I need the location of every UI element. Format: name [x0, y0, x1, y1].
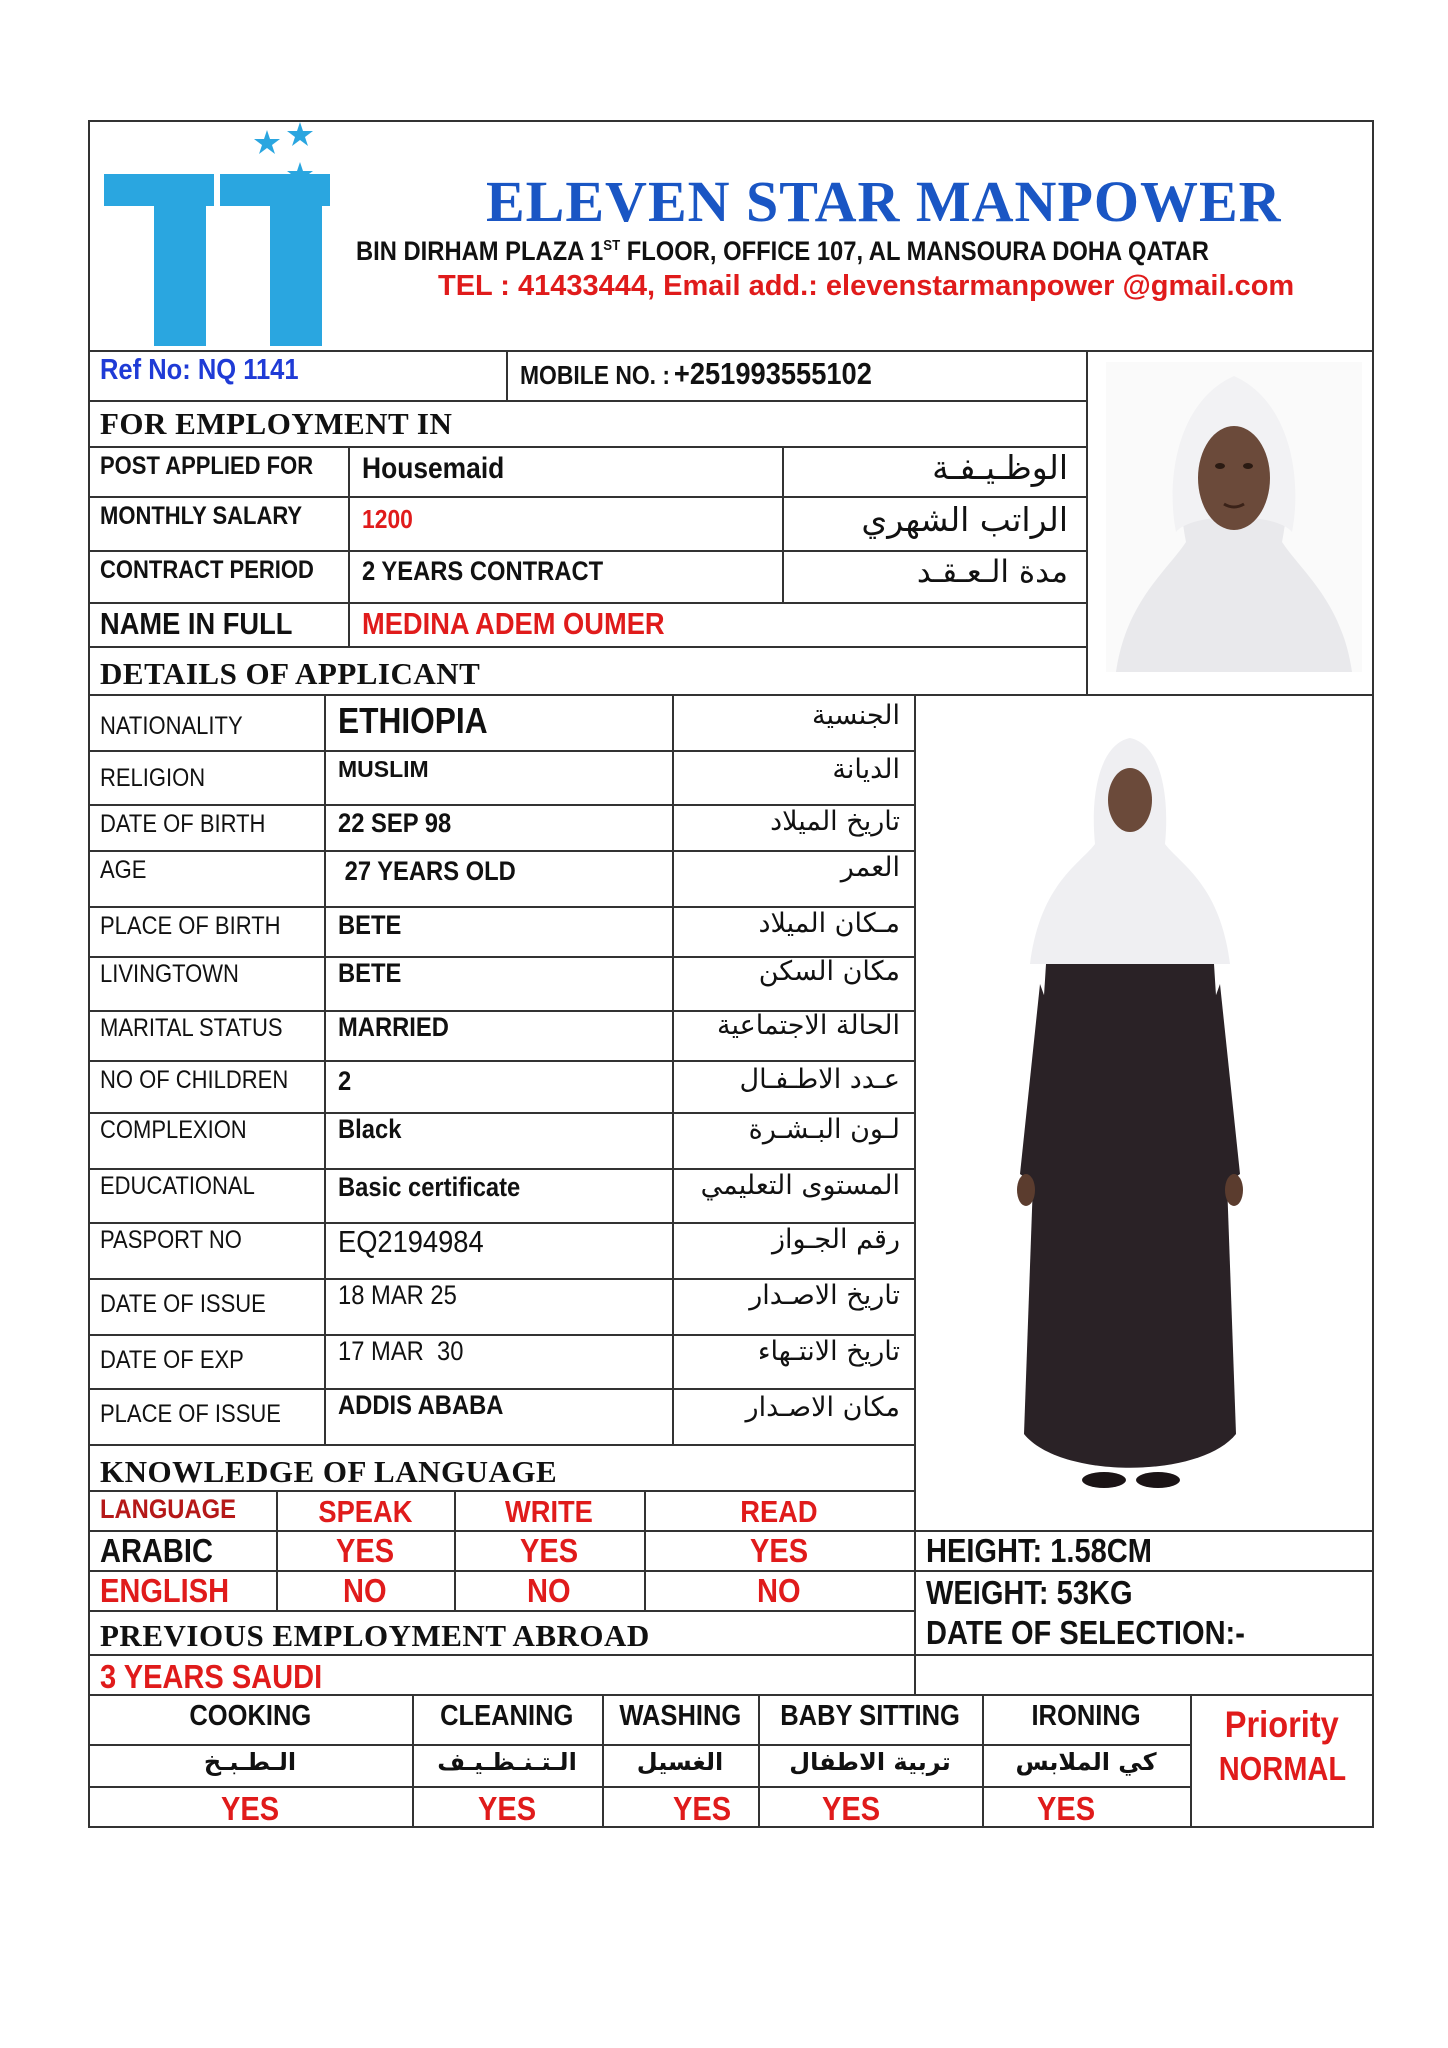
marital-status-label: MARITAL STATUS	[100, 1014, 283, 1042]
divider	[88, 646, 1086, 648]
no-of-children-value: 2	[338, 1066, 352, 1096]
marital-status-arabic: الحالة الاجتماعية	[717, 1010, 900, 1041]
place-of-issue-arabic: مكان الاصـدار	[745, 1392, 900, 1423]
skill-value-cleaning: YES	[477, 1790, 537, 1827]
date-of-birth-arabic: تاريخ الميلاد	[770, 806, 900, 837]
divider	[914, 694, 916, 1694]
divider	[88, 750, 914, 752]
livingtown-arabic: مكان السكن	[758, 956, 900, 987]
monthly-salary-arabic: الراتب الشهري	[861, 500, 1068, 539]
divider	[88, 694, 1374, 696]
divider	[88, 1744, 1190, 1746]
divider	[88, 496, 1086, 498]
religion-label: RELIGION	[100, 764, 206, 792]
age-label: AGE	[100, 856, 147, 884]
place-of-birth-label: PLACE OF BIRTH	[100, 912, 281, 940]
language-row-arabic-speak: YES	[335, 1532, 395, 1569]
complexion-value: Black	[338, 1114, 402, 1144]
language-row-english-name: ENGLISH	[100, 1572, 230, 1609]
divider	[88, 550, 1086, 552]
date-of-issue-label: DATE OF ISSUE	[100, 1290, 266, 1318]
logo-11-icon	[100, 120, 340, 350]
language-row-arabic-read: YES	[749, 1532, 809, 1569]
divider	[324, 694, 326, 1444]
place-of-issue-label: PLACE OF ISSUE	[100, 1400, 281, 1428]
previous-employment-title: PREVIOUS EMPLOYMENT ABROAD	[100, 1618, 650, 1653]
skill-header-washing: WASHING	[619, 1700, 741, 1732]
divider	[88, 350, 1374, 352]
previous-employment-value: 3 YEARS SAUDI	[100, 1658, 323, 1695]
skill-arabic-ironing: كي الملابس	[1015, 1748, 1157, 1776]
language-row-english-speak: NO	[343, 1572, 387, 1609]
mobile-number: MOBILE NO. : +251993555102	[520, 356, 872, 391]
date-of-exp-label: DATE OF EXP	[100, 1346, 244, 1374]
priority-value: NORMAL	[1218, 1750, 1346, 1787]
applicant-portrait-photo	[1106, 362, 1362, 672]
educational-value: Basic certificate	[338, 1172, 521, 1202]
complexion-arabic: لـون البـشـرة	[748, 1114, 900, 1145]
language-header-speak: SPEAK	[318, 1494, 412, 1529]
company-address: BIN DIRHAM PLAZA 1ST FLOOR, OFFICE 107, AL MANSOURA DOHA QATAR	[356, 236, 1209, 266]
ref-number: Ref No: NQ 1141	[100, 354, 299, 386]
divider	[1086, 350, 1088, 694]
name-in-full-value: MEDINA ADEM OUMER	[362, 606, 665, 641]
contract-period-arabic: مدة الـعـقـد	[916, 554, 1068, 590]
passport-no-arabic: رقم الجـواز	[771, 1224, 900, 1255]
divider	[782, 446, 784, 602]
marital-status-value: MARRIED	[338, 1012, 449, 1042]
skill-arabic-washing: الغسيل	[636, 1748, 724, 1776]
age-value: 27 YEARS OLD	[338, 856, 516, 886]
skill-value-washing: YES	[672, 1790, 732, 1827]
skill-arabic-cooking: الـطـبـخ	[203, 1748, 297, 1776]
skill-value-ironing: YES	[1036, 1790, 1096, 1827]
divider	[88, 1610, 914, 1612]
place-of-birth-arabic: مـكان الميلاد	[758, 908, 900, 939]
language-row-arabic-name: ARABIC	[100, 1532, 213, 1569]
skill-header-cooking: COOKING	[189, 1700, 311, 1732]
educational-label: EDUCATIONAL	[100, 1172, 255, 1200]
monthly-salary-value: 1200	[362, 504, 413, 534]
language-row-english-read: NO	[757, 1572, 801, 1609]
divider	[88, 602, 1086, 604]
date-of-issue-arabic: تاريخ الاصـدار	[749, 1280, 900, 1311]
passport-no-label: PASPORT NO	[100, 1226, 242, 1254]
skill-value-cooking: YES	[220, 1790, 280, 1827]
skill-header-baby-sitting: BABY SITTING	[780, 1700, 960, 1732]
post-applied-value: Housemaid	[362, 452, 505, 485]
divider	[88, 1490, 914, 1492]
post-applied-label: POST APPLIED FOR	[100, 452, 314, 480]
religion-arabic: الديانة	[832, 754, 900, 785]
religion-value: MUSLIM	[338, 756, 429, 782]
language-row-english-write: NO	[527, 1572, 571, 1609]
language-section-title: KNOWLEDGE OF LANGUAGE	[100, 1454, 558, 1489]
complexion-label: COMPLEXION	[100, 1116, 247, 1144]
monthly-salary-label: MONTHLY SALARY	[100, 502, 303, 530]
divider	[88, 1444, 914, 1446]
divider	[88, 1786, 1190, 1788]
no-of-children-label: NO OF CHILDREN	[100, 1066, 289, 1094]
divider	[88, 850, 914, 852]
passport-no-value: EQ2194984	[338, 1224, 484, 1259]
nationality-arabic: الجنسية	[811, 700, 900, 731]
place-of-issue-value: ADDIS ABABA	[338, 1390, 504, 1420]
date-of-exp-value: 17 MAR 30	[338, 1336, 464, 1366]
no-of-children-arabic: عـدد الاطـفـال	[739, 1064, 900, 1095]
skill-arabic-baby-sitting: تربية الاطفال	[789, 1748, 951, 1776]
date-of-birth-label: DATE OF BIRTH	[100, 810, 266, 838]
height-value: HEIGHT: 1.58CM	[926, 1532, 1152, 1569]
date-of-exp-arabic: تاريخ الانتـهاء	[757, 1336, 900, 1367]
skill-arabic-cleaning: الـتـنـظـيـف	[437, 1748, 577, 1776]
weight-value: WEIGHT: 53KG	[926, 1574, 1133, 1611]
name-in-full-label: NAME IN FULL	[100, 606, 293, 641]
divider	[88, 1060, 914, 1062]
skill-value-baby-sitting: YES	[822, 1790, 881, 1827]
nationality-label: NATIONALITY	[100, 712, 243, 740]
skill-header-ironing: IRONING	[1031, 1700, 1141, 1732]
date-of-issue-value: 18 MAR 25	[338, 1280, 457, 1310]
divider	[506, 350, 508, 400]
divider	[348, 446, 350, 646]
language-header-read: READ	[740, 1494, 818, 1529]
nationality-value: ETHIOPIA	[338, 700, 488, 741]
details-section-title: DETAILS OF APPLICANT	[100, 656, 481, 691]
company-name: ELEVEN STAR MANPOWER	[486, 169, 1282, 234]
date-of-birth-value: 22 SEP 98	[338, 808, 452, 838]
post-applied-arabic: الوظـيـفـة	[932, 448, 1068, 487]
company-contact: TEL : 41433444, Email add.: elevenstarmanpower @gmail.com	[438, 270, 1295, 302]
age-arabic: العمر	[840, 852, 900, 883]
full-body-image	[1000, 734, 1260, 1494]
applicant-full-body-photo	[1000, 734, 1260, 1494]
educational-arabic: المستوى التعليمي	[700, 1170, 900, 1201]
language-header-write: WRITE	[505, 1494, 593, 1529]
date-of-selection: DATE OF SELECTION:-	[926, 1614, 1245, 1651]
livingtown-label: LIVINGTOWN	[100, 960, 239, 988]
language-row-arabic-write: YES	[519, 1532, 579, 1569]
divider	[88, 1654, 1374, 1656]
logo	[100, 120, 340, 350]
divider	[88, 400, 1086, 402]
contract-period-label: CONTRACT PERIOD	[100, 556, 314, 584]
place-of-birth-value: BETE	[338, 910, 402, 940]
priority-label: Priority	[1224, 1704, 1339, 1745]
skill-header-cleaning: CLEANING	[440, 1700, 574, 1732]
contract-period-value: 2 YEARS CONTRACT	[362, 556, 604, 586]
language-header-language: LANGUAGE	[100, 1494, 236, 1524]
employment-section-title: FOR EMPLOYMENT IN	[100, 406, 453, 441]
portrait-image	[1106, 362, 1362, 672]
divider	[672, 694, 674, 1444]
livingtown-value: BETE	[338, 958, 402, 988]
